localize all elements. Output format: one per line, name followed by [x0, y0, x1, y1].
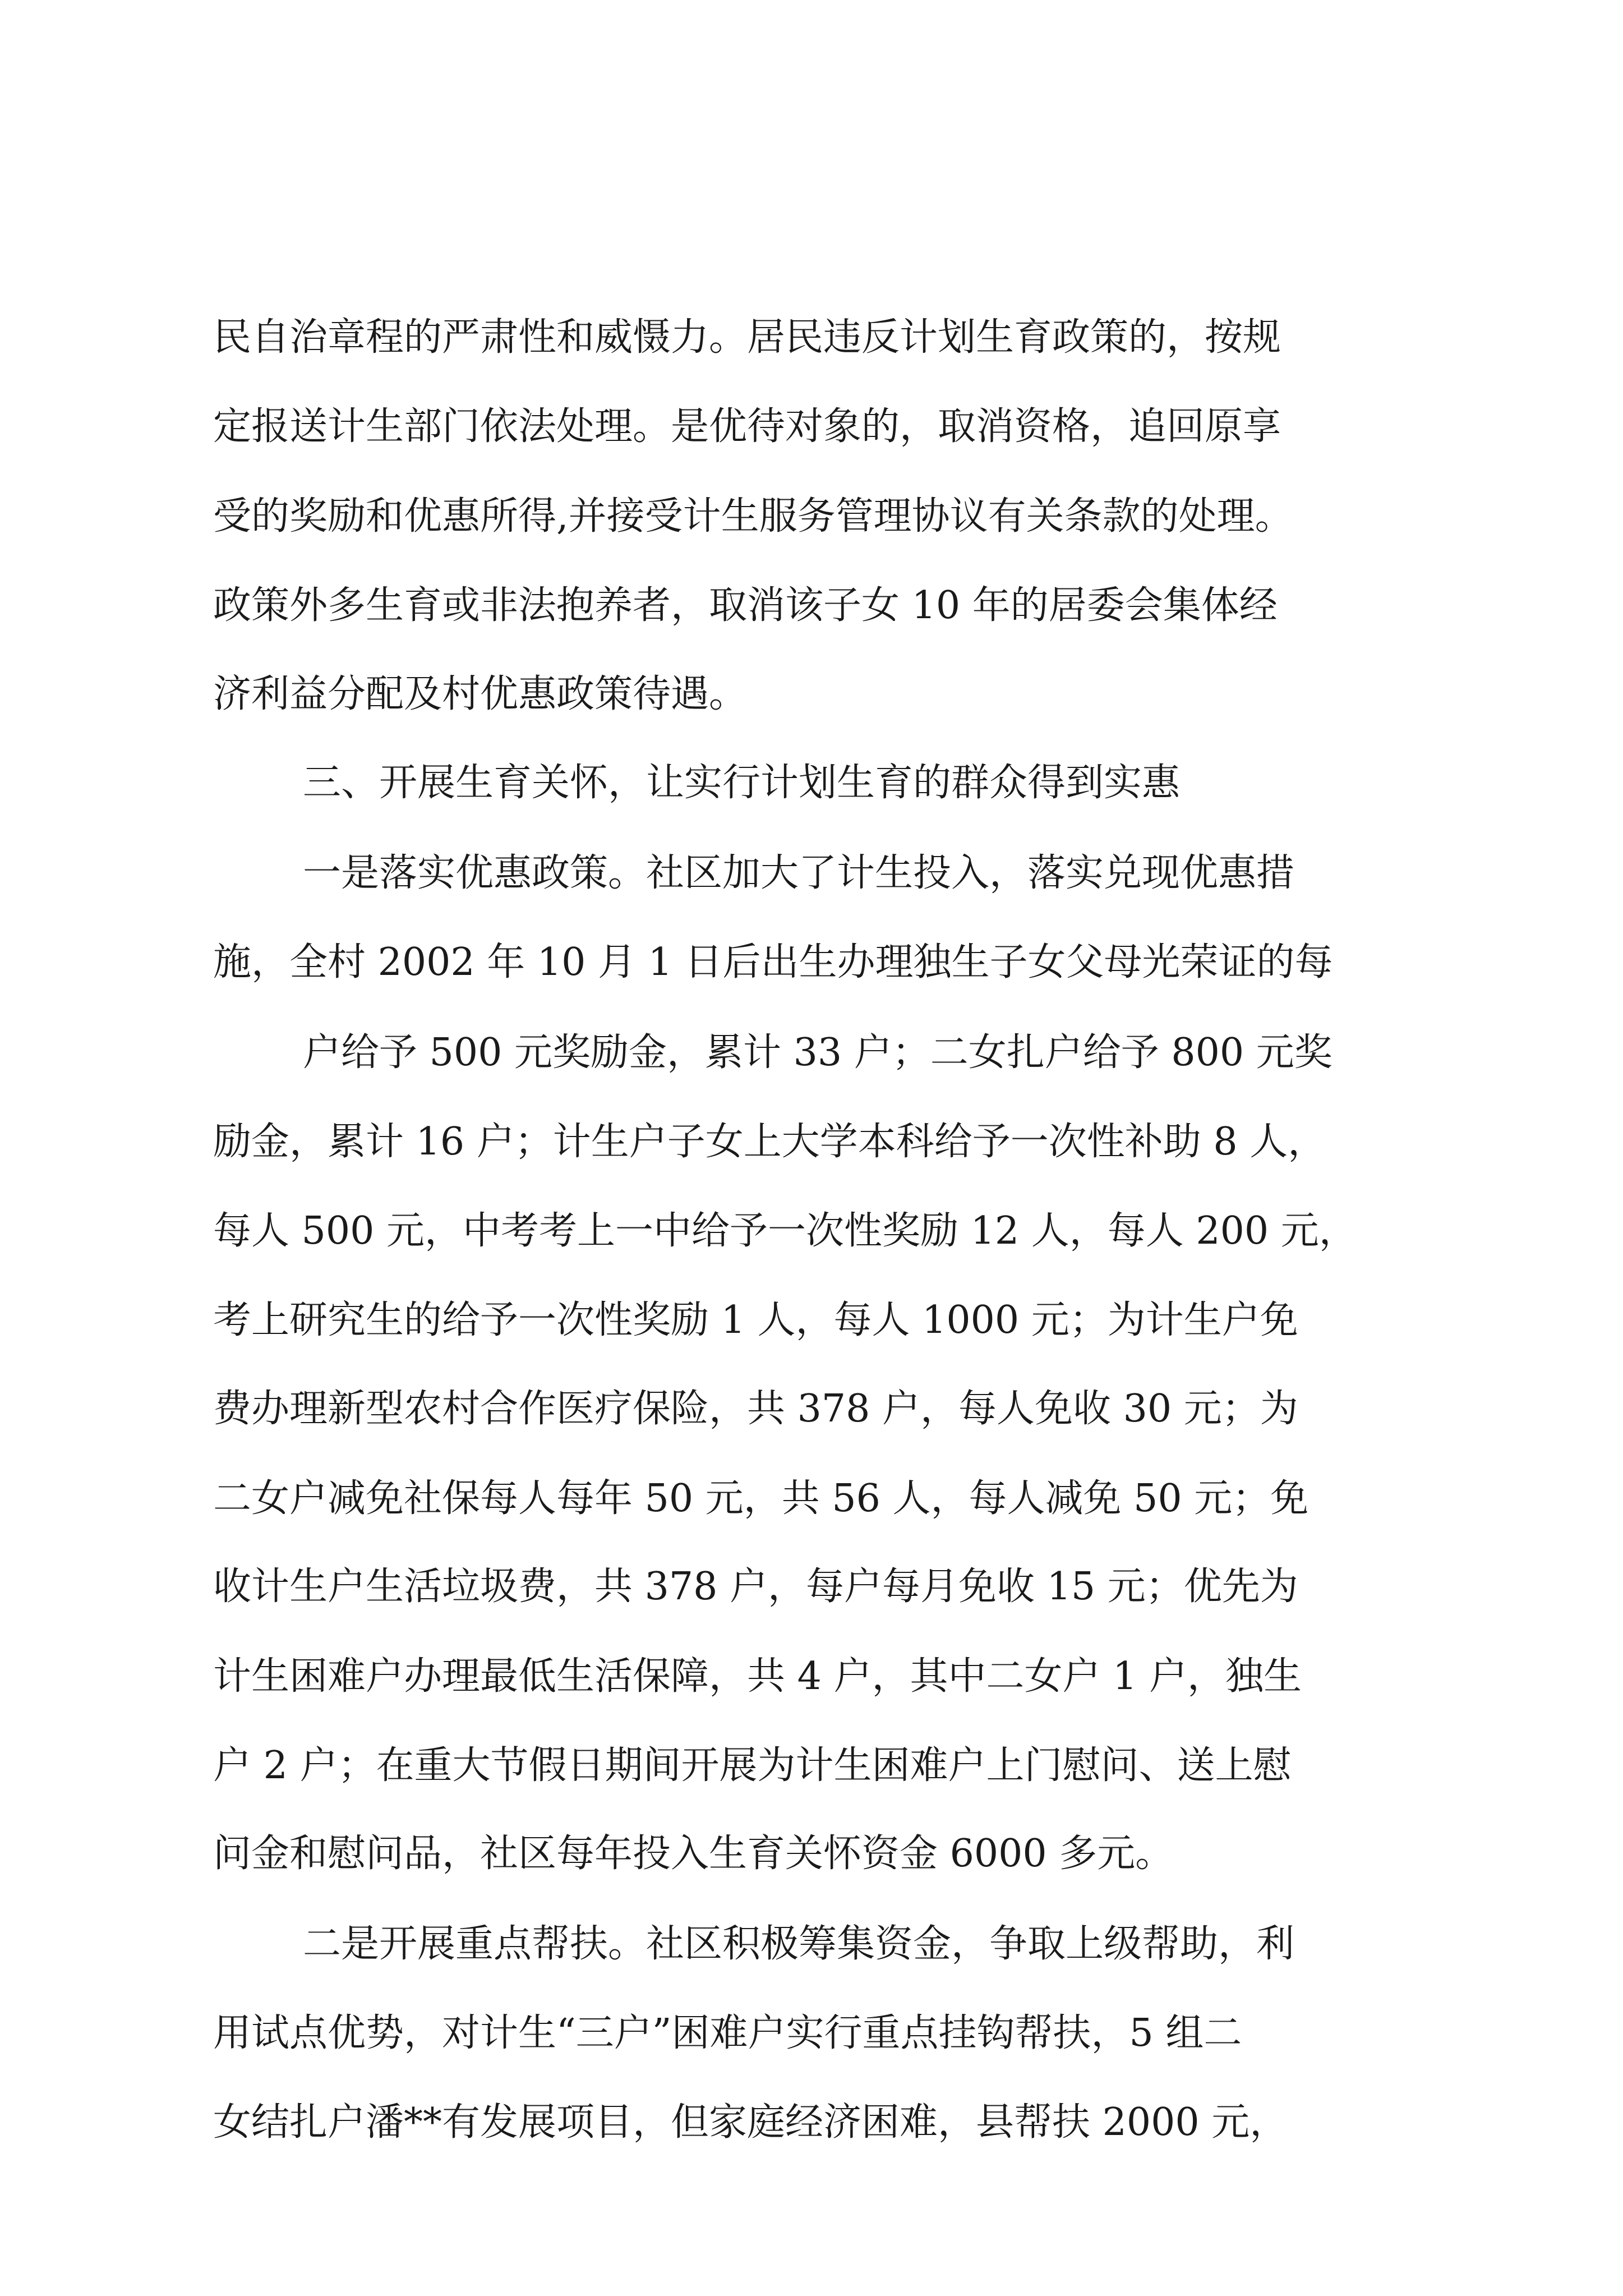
text-line: 受的奖励和优惠所得,并接受计生服务管理协议有关条款的处理。 [213, 494, 1293, 539]
text-line: 定报送计生部门依法处理。是优待对象的，取消资格，追回原享 [213, 404, 1281, 449]
text-line: 户 2 户；在重大节假日期间开展为计生困难户上门慰问、送上慰 [213, 1743, 1292, 1788]
text-line: 费办理新型农村合作医疗保险，共 378 户，每人免收 30 元；为 [213, 1387, 1298, 1431]
text-line: 济利益分配及村优惠政策待遇。 [213, 672, 748, 716]
text-line: 二女户减免社保每人每年 50 元，共 56 人，每人减免 50 元；免 [213, 1476, 1309, 1521]
text-line: 民自治章程的严肃性和威慑力。居民违反计划生育政策的，按规 [213, 315, 1281, 360]
text-line: 施，全村 2002 年 10 月 1 日后出生办理独生子女父母光荣证的每 [213, 940, 1333, 984]
text-line: 用试点优势，对计生“三户”困难户实行重点挂钩帮扶，5 组二 [213, 2011, 1242, 2055]
text-line: 一是落实优惠政策。社区加大了计生投入，落实兑现优惠措 [303, 851, 1295, 895]
text-line: 政策外多生育或非法抱养者，取消该子女 10 年的居委会集体经 [213, 583, 1278, 628]
text-line: 计生困难户办理最低生活保障，共 4 户，其中二女户 1 户，独生 [213, 1654, 1302, 1699]
text-line: 户给予 500 元奖励金，累计 33 户；二女扎户给予 800 元奖 [303, 1030, 1332, 1075]
text-line: 收计生户生活垃圾费，共 378 户，每户每月免收 15 元；优先为 [213, 1565, 1298, 1609]
text-line: 二是开展重点帮扶。社区积极筹集资金，争取上级帮助，利 [303, 1922, 1295, 1966]
text-line: 考上研究生的给予一次性奖励 1 人，每人 1000 元；为计生户免 [213, 1298, 1298, 1342]
text-line: 励金，累计 16 户；计生户子女上大学本科给予一次性补助 8 人， [213, 1120, 1326, 1164]
section-heading: 三、开展生育关怀，让实行计划生育的群众得到实惠 [303, 761, 1181, 805]
text-line: 女结扎户潘**有发展项目，但家庭经济困难，县帮扶 2000 元， [213, 2100, 1288, 2145]
text-line: 每人 500 元，中考考上一中给予一次性奖励 12 人，每人 200 元， [213, 1209, 1357, 1253]
text-line: 问金和慰问品，社区每年投入生育关怀资金 6000 多元。 [213, 1832, 1174, 1876]
